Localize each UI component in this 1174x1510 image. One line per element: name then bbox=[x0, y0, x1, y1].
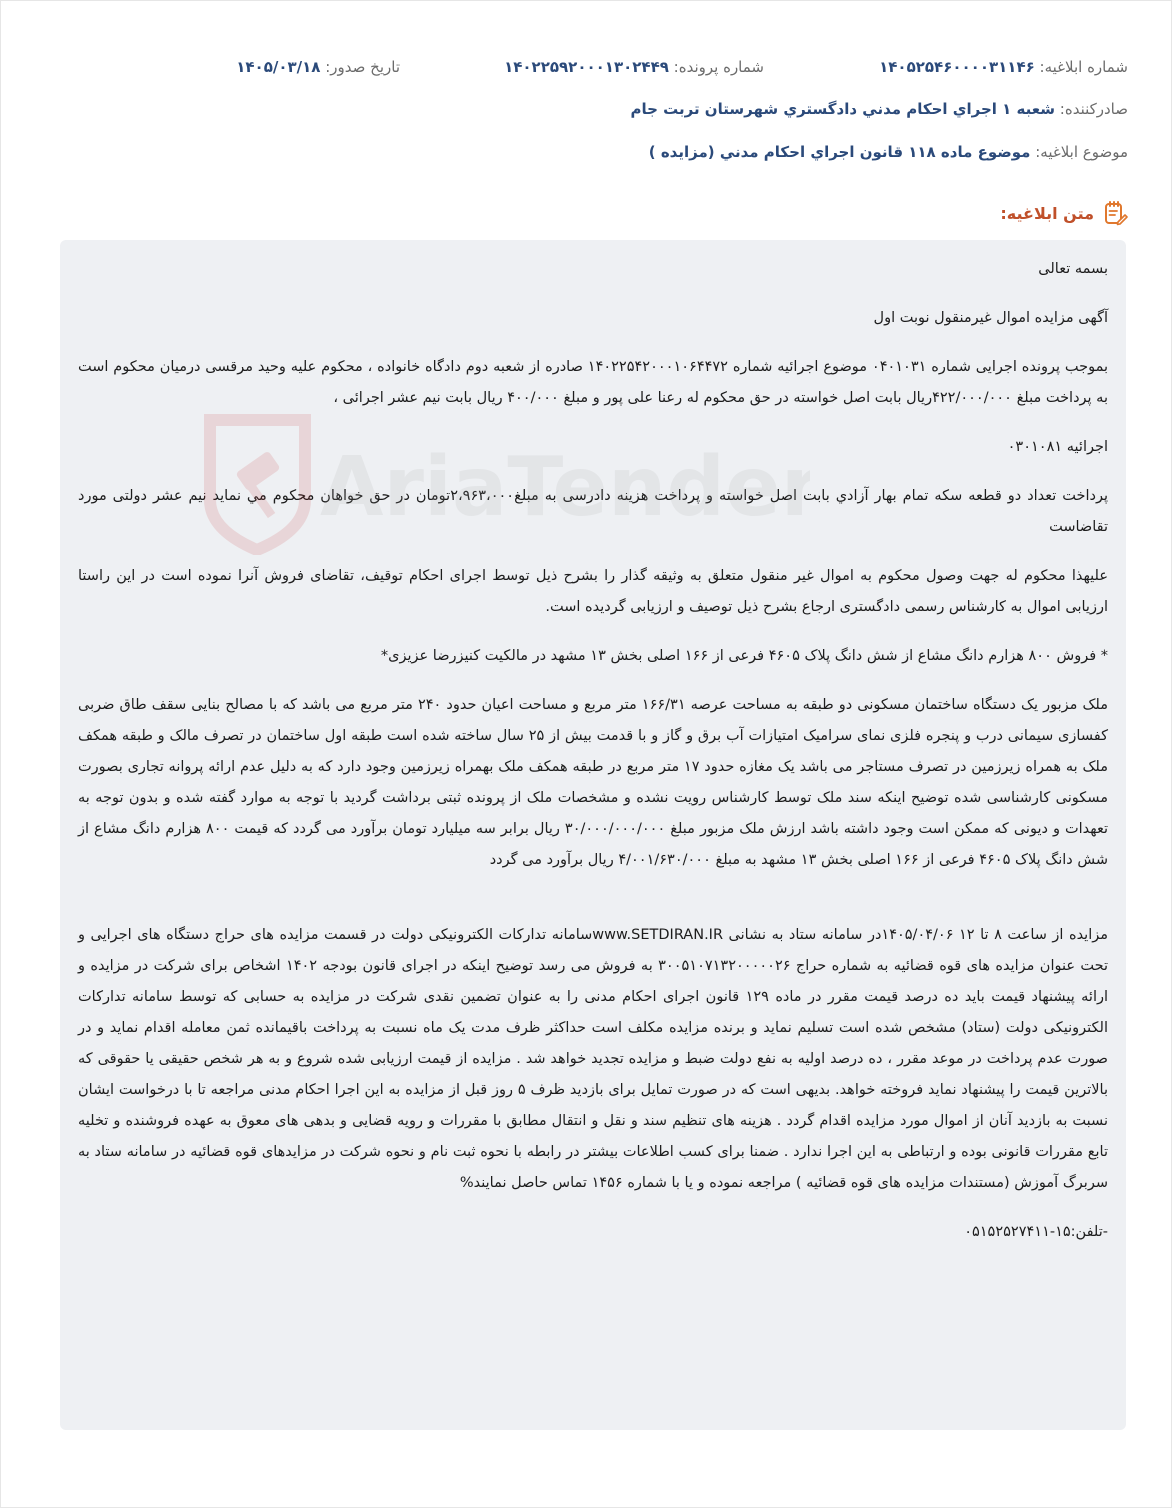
issuer-value: شعبه ۱ اجراي احكام مدني دادگستري شهرستان تربت جام bbox=[630, 100, 1055, 118]
notice-number-label: شماره ابلاغیه: bbox=[1039, 58, 1128, 76]
issuer-label: صادرکننده: bbox=[1059, 100, 1128, 118]
subject-value: موضوع ماده ۱۱۸ قانون اجراي احكام مدني (مزایده ) bbox=[648, 143, 1031, 161]
subject-label: موضوع ابلاغیه: bbox=[1035, 143, 1128, 161]
notice-text-heading bbox=[1000, 200, 1128, 226]
case-number-label: شماره پرونده: bbox=[673, 58, 764, 76]
case-number-value: ۱۴۰۲۲۵۹۲۰۰۰۱۳۰۲۴۴۹ bbox=[504, 58, 669, 76]
body-paragraph: اجرائیه ۰۳۰۱۰۸۱ bbox=[1007, 439, 1108, 455]
document-edit-icon bbox=[1102, 200, 1128, 226]
body-paragraph: بموجب پرونده اجرایی شماره ۰۴۰۱۰۳۱ موضوع اجرائیه شماره ۱۴۰۲۲۵۴۲۰۰۰۱۰۶۴۴۷۲ صادره از شعبه دوم دادگاه خانواده ، محکوم علیه وحید مرقسی درمیان محکوم است به پرداخت مبلغ ۴۲۲/۰۰۰/۰۰۰ریال بابت اصل خواسته در حق محکوم له رعنا علی پور و مبلغ ۴۰۰/۰۰۰ ریال بابت نیم عشر اجرائی ، bbox=[78, 359, 1108, 406]
issue-date-value: ۱۴۰۵/۰۳/۱۸ bbox=[236, 58, 321, 76]
notice-text-body bbox=[60, 240, 1126, 1430]
issue-date-label: تاریخ صدور: bbox=[325, 58, 400, 76]
body-paragraph: بسمه تعالی bbox=[1038, 261, 1108, 277]
header-meta-row bbox=[60, 58, 1128, 82]
body-paragraph: علیهذا محکوم له جهت وصول محکوم به اموال غیر منقول متعلق به وثیقه گذار را بشرح ذیل توسط اجرای احکام توقیف، تقاضای فروش آنرا نموده است در این راستا ارزیابی اموال به کارشناس رسمی دادگستری ارجاع بشرح ذیل توصیف و ارزیابی گردیده است. bbox=[78, 568, 1108, 615]
body-paragraph: پرداخت تعداد دو قطعه سکه تمام بهار آزادي بابت اصل خواسته و پرداخت هزینه دادرسی به مبلغ۲،۹۶۳،۰۰۰تومان در حق خواهان محکوم مي نماید نیم عشر دولتی مورد تقاضاست bbox=[78, 488, 1108, 535]
body-paragraph: ملک مزبور یک دستگاه ساختمان مسکونی دو طبقه به مساحت عرصه ۱۶۶/۳۱ متر مربع و مساحت اعیان حدود ۲۴۰ متر مربع می باشد که با مصالح بنایی سقف طاق ضربی کفسازی سیمانی درب و پنجره فلزی نمای سرامیک امتیازات آب برق و گاز و با قدمت بیش از ۲۵ سال ساخته شده است طبقه اول ساختمان در تصرف مالک و طبقه همکف ملک به همراه زیرزمین در تصرف مستاجر می باشد یک مغازه حدود ۱۷ متر مربع در طبقه همکف ملک بهمراه زیرزمین وجود دارد که به دلیل عدم ارائه پروانه تجاری بصورت مسکونی کارشناسی شده توضیح اینکه سند ملک توسط کارشناس رویت نشده و مشخصات ملک از پرونده ثبتی برداشت گردید با توجه به موارد گفته شده و بدون توجه به تعهدات و دیونی که ممکن است وجود داشته باشد ارزش ملک مزبور مبلغ ۳۰/۰۰۰/۰۰۰/۰۰۰ ریال برابر سه میلیارد تومان برآورد می گردد که قیمت ۸۰۰ هزارم دانگ مشاع از شش دانگ پلاک ۴۶۰۵ فرعی از ۱۶۶ اصلی بخش ۱۳ مشهد به مبلغ ۴/۰۰۱/۶۳۰/۰۰۰ ریال برآورد می گردد bbox=[78, 697, 1108, 868]
notice-number-value: ۱۴۰۵۲۵۴۶۰۰۰۰۳۱۱۴۶ bbox=[879, 58, 1035, 76]
issuer-row bbox=[60, 100, 1128, 118]
issue-date bbox=[236, 58, 400, 76]
body-paragraph: مزایده از ساعت ۸ تا ۱۲ ۱۴۰۵/۰۴/۰۶در سامانه ستاد به نشانی www.SETDIRAN.IRسامانه تدارکات الکترونیکی دولت در قسمت مزایده های حراج دستگاه های اجرایی و تحت عنوان مزایده های قوه قضائیه به شماره حراج ۳۰۰۵۱۰۷۱۳۲۰۰۰۰۰۲۶ به فروش می رسد توضیح اینکه در اجرای قانون بودجه ۱۴۰۲ اشخاص برای شرکت در مزایده و ارائه پیشنهاد قیمت باید ده درصد قیمت مقرر در ماده ۱۲۹ قانون اجرای احکام مدنی را به عنوان تضمین نقدی شرکت در مزایده به حسابی که توسط سامانه تدارکات الکترونیکی دولت (ستاد) مشخص شده است تسلیم نماید و برنده مزایده مکلف است حداکثر ظرف مدت یک ماه نسبت به پرداخت باقیمانده ثمن معامله اقدام نماید و در صورت عدم پرداخت در موعد مقرر ، ده درصد اولیه به نفع دولت ضبط و مزایده تجدید خواهد شد . مزایده از قیمت ارزیابی شده شروع و به هر شخص حقیقی یا حقوقی که بالاترین قیمت را پیشنهاد نماید فروخته خواهد. بدیهی است که در صورت تمایل برای بازدید ظرف ۵ روز قبل از مزایده به این اجرا احکام مدنی مراجعه تا با درخواست ایشان نسبت به بازدید آنان از اموال مورد مزایده اقدام گردد . هزینه های تنظیم سند و نقل و انتقال مطابق با مقررات و رویه قضایی و بدهی های معوق به عهده فروشنده و تخلیه تابع مقررات قانونی بوده و ارتباطی به این اجرا ندارد . ضمنا برای کسب اطلاعات بیشتر در رابطه با نحوه ثبت نام و نحوه شرکت در مزایدهای قوه قضائیه در سامانه ستاد به سربرگ آموزش (مستندات مزایده های قوه قضائیه ) مراجعه نموده و یا با شماره ۱۴۵۶ تماس حاصل نمایند% bbox=[78, 927, 1109, 1191]
notice-number bbox=[879, 58, 1128, 76]
notice-text-title: متن ابلاغیه: bbox=[1000, 203, 1094, 223]
body-paragraph: آگهی مزایده اموال غیرمنقول نوبت اول bbox=[873, 310, 1108, 326]
subject-row bbox=[60, 143, 1128, 161]
phone-line: -تلفن:۱۵-۰۵۱۵۲۵۲۷۴۱۱ bbox=[964, 1224, 1108, 1240]
body-paragraph: * فروش ۸۰۰ هزارم دانگ مشاع از شش دانگ پلاک ۴۶۰۵ فرعی از ۱۶۶ اصلی بخش ۱۳ مشهد در مالکیت کنیزرضا عزیزی* bbox=[380, 648, 1108, 664]
case-number bbox=[504, 58, 764, 76]
